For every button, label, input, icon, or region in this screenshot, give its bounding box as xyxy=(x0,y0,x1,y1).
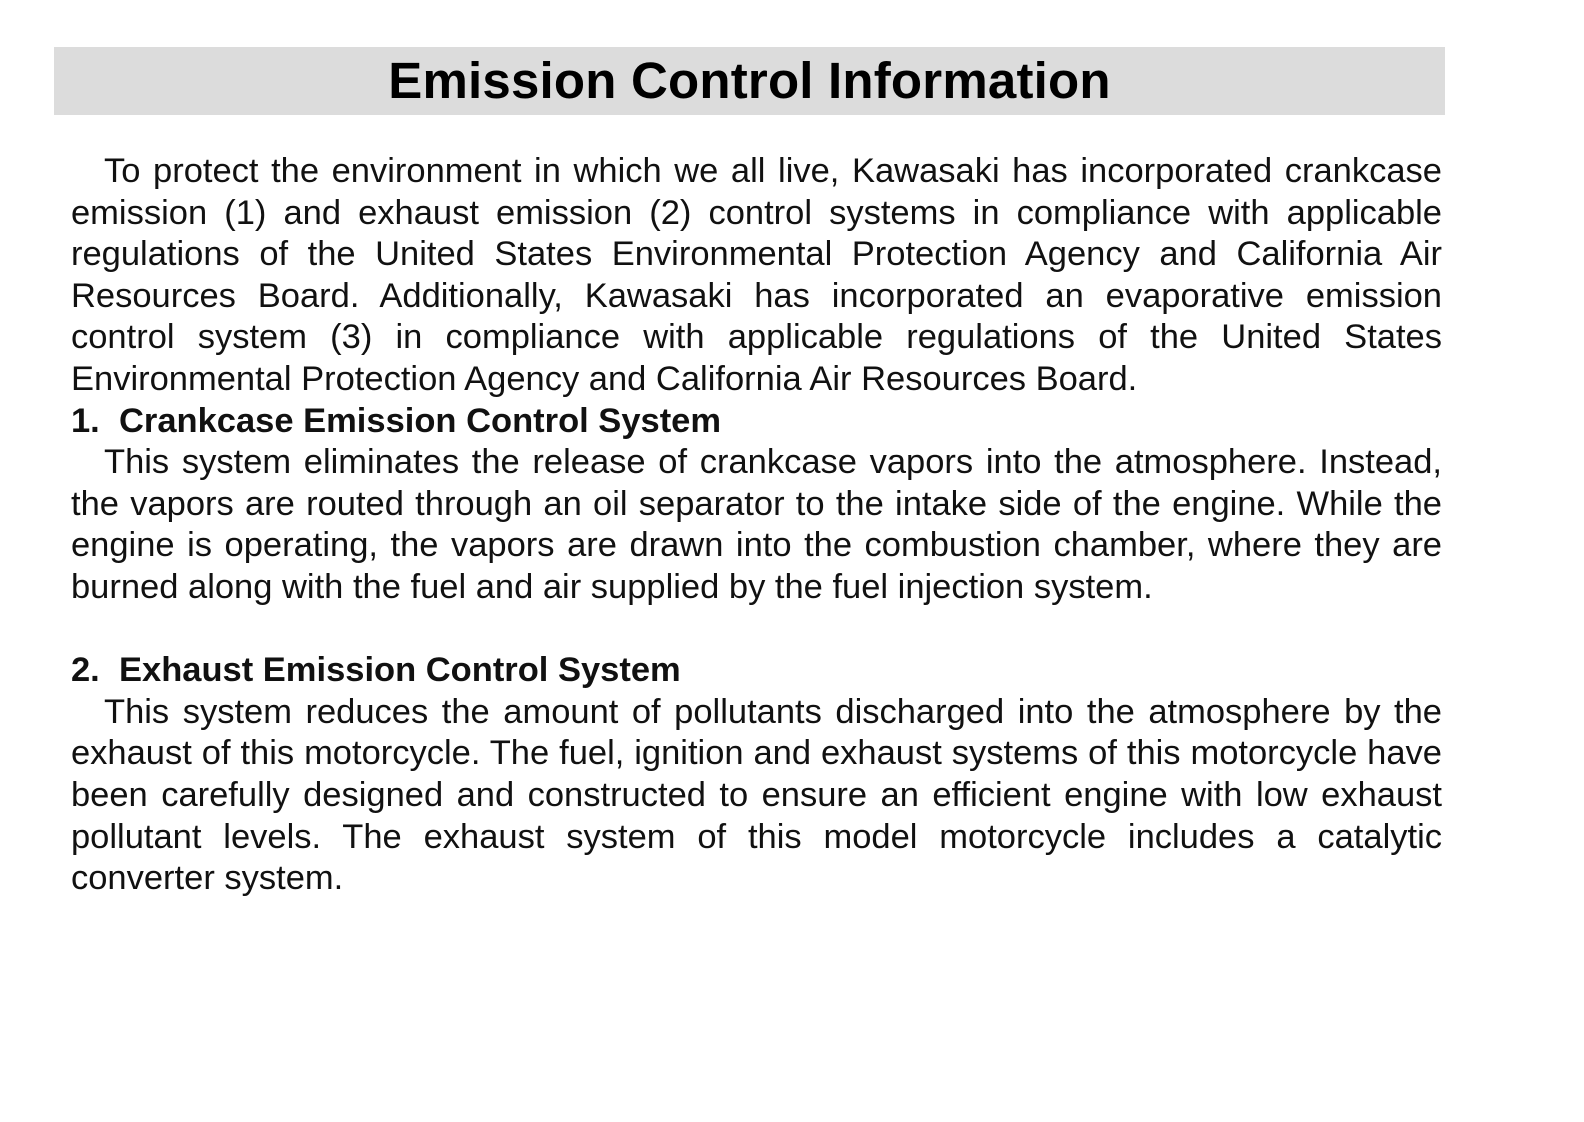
section-paragraph: This system reduces the amount of pollutants discharged into the atmosphere by the exhaust of this motorcycle. The fuel, ignition and exhaust systems of this motorcycle have been carefully designed and constructed to ensure an efficient engine with low exhaust pollutant levels. The exhaust system of this model motorcycle includes a catalytic converter system. xyxy=(71,692,1442,898)
section-title: Crankcase Emission Control System xyxy=(119,401,722,440)
section-heading xyxy=(71,650,1442,692)
section-crankcase xyxy=(71,401,1442,609)
section-exhaust xyxy=(71,650,1442,900)
section-number: 1. xyxy=(71,401,100,440)
section-title: Exhaust Emission Control System xyxy=(119,651,681,690)
title-banner xyxy=(54,47,1445,115)
section-number: 2. xyxy=(71,651,100,690)
document-body xyxy=(71,151,1442,900)
intro-paragraph: To protect the environment in which we all live, Kawasaki has incorporated crankcase emission (1) and exhaust emission (2) control systems in compliance with applicable regulations of the United States Environmental Protection Agency and California Air Resources Board. Additionally, Kawasaki has incorporated an evaporative emission control system (3) in compliance with applicable regulations of the United States Environmental Protection Agency and California Air Resources Board. xyxy=(71,152,1442,398)
page-title: Emission Control Information xyxy=(388,52,1111,109)
section-paragraph: This system eliminates the release of crankcase vapors into the atmosphere. Instead, the vapors are routed through an oil separator to the intake side of the engine. While the engine is operating, the vapors are drawn into the combustion chamber, where they are burned along with the fuel and air supplied by the fuel injection system. xyxy=(71,443,1442,606)
section-spacer xyxy=(71,609,1442,651)
section-heading xyxy=(71,401,1442,443)
